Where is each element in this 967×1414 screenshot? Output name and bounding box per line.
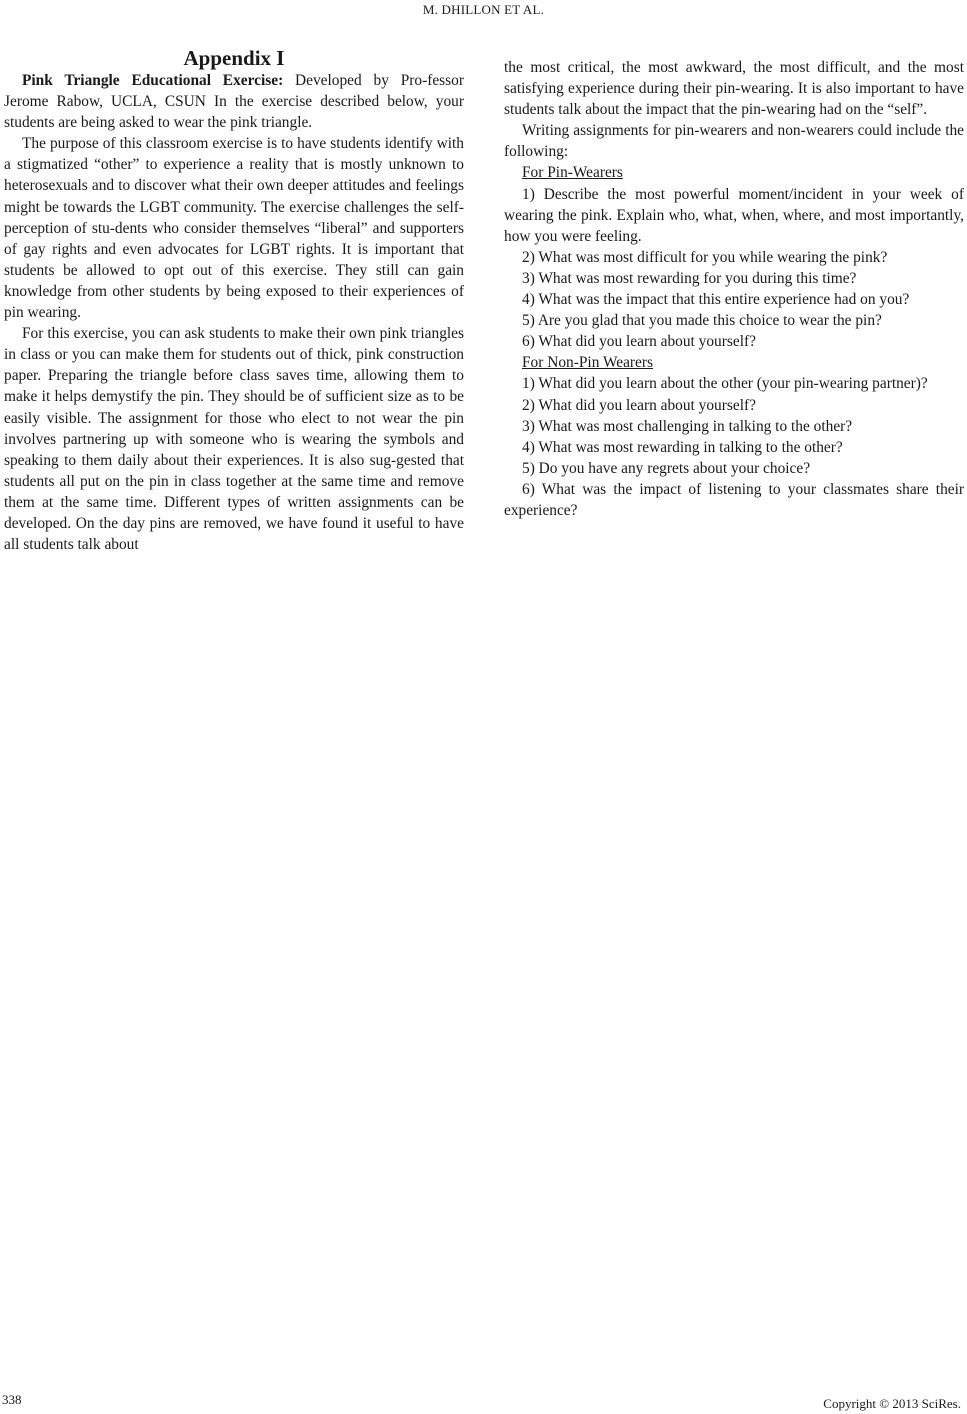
- copyright-notice: Copyright © 2013 SciRes.: [823, 1396, 961, 1411]
- list-item: 2) What did you learn about yourself?: [522, 396, 756, 414]
- left-column: [4, 46, 464, 555]
- list-item: 2) What was most difficult for you while wearing the pink?: [522, 248, 888, 266]
- list-item: 3) What was most rewarding for you during this time?: [522, 269, 857, 287]
- lead-paragraph: [4, 70, 464, 133]
- right-column: [504, 57, 964, 521]
- list-item: 5) Are you glad that you made this choice to wear the pin?: [522, 312, 882, 330]
- purpose-paragraph: The purpose of this classroom exercise is to have students identify with a stigmatized “other” to experience a reality that is mostly unknown to heterosexuals and to discover what their own deeper attitudes and feelings might be towards the LGBT community. The exercise challenges the self-perception of stu-dents who consider themselves “liberal” and supporters of gay rights and even advocates for LGBT rights. It is important that students be allowed to opt out of this exercise. They still can gain knowledge from other students by being exposed to their experiences of pin wearing.: [4, 135, 464, 322]
- list-item: 3) What was most challenging in talking to the other?: [522, 417, 853, 435]
- lead-bold: Pink Triangle Educational Exercise:: [22, 72, 284, 89]
- lead-rest: Developed by Pro-fessor Jerome Rabow, UCLA, CSUN In the exercise described below, your students are being asked to wear the pink triangle.: [4, 72, 464, 132]
- list-item: 5) Do you have any regrets about your choice?: [522, 459, 811, 477]
- list-item: 1) What did you learn about the other (your pin-wearing partner)?: [522, 375, 928, 393]
- exercise-paragraph: For this exercise, you can ask students to make their own pink triangles in class or you can make them for students out of thick, pink construction paper. Preparing the triangle before class saves time, allowing them to make it helps demystify the pin. They should be of sufficient size as to be easily visible. The assignment for those who elect to not wear the pin involves partnering up with someone who is wearing the symbols and speaking to them daily about their experiences. It is also sug-gested that students all put on the pin in class together at the same time and remove them at the same time. Different types of written assignments can be developed. On the day pins are removed, we have found it useful to have all students talk about: [4, 325, 464, 554]
- list-item: 6) What did you learn about yourself?: [522, 333, 756, 351]
- non-pin-heading: For Non-Pin Wearers: [522, 354, 653, 372]
- list-item: 6) What was the impact of listening to your classmates share their experience?: [504, 480, 964, 519]
- writing-intro: Writing assignments for pin-wearers and non-wearers could include the following:: [504, 122, 964, 161]
- page-number: 338: [2, 1392, 22, 1407]
- list-item: 4) What was most rewarding in talking to the other?: [522, 438, 843, 456]
- list-item: 4) What was the impact that this entire experience had on you?: [522, 291, 910, 309]
- running-head: M. DHILLON ET AL.: [422, 2, 545, 17]
- continued-paragraph: the most critical, the most awkward, the most difficult, and the most satisfying experience during their pin-wearing. It is also important to have students talk about the impact that the pin-wearing had on the “self”.: [504, 59, 964, 119]
- pin-wearers-heading: For Pin-Wearers: [522, 164, 623, 182]
- list-item: 1) Describe the most powerful moment/incident in your week of wearing the pink. Explain who, what, when, where, and most importantly, how you were feeling.: [504, 185, 964, 245]
- appendix-title: Appendix I: [183, 46, 285, 70]
